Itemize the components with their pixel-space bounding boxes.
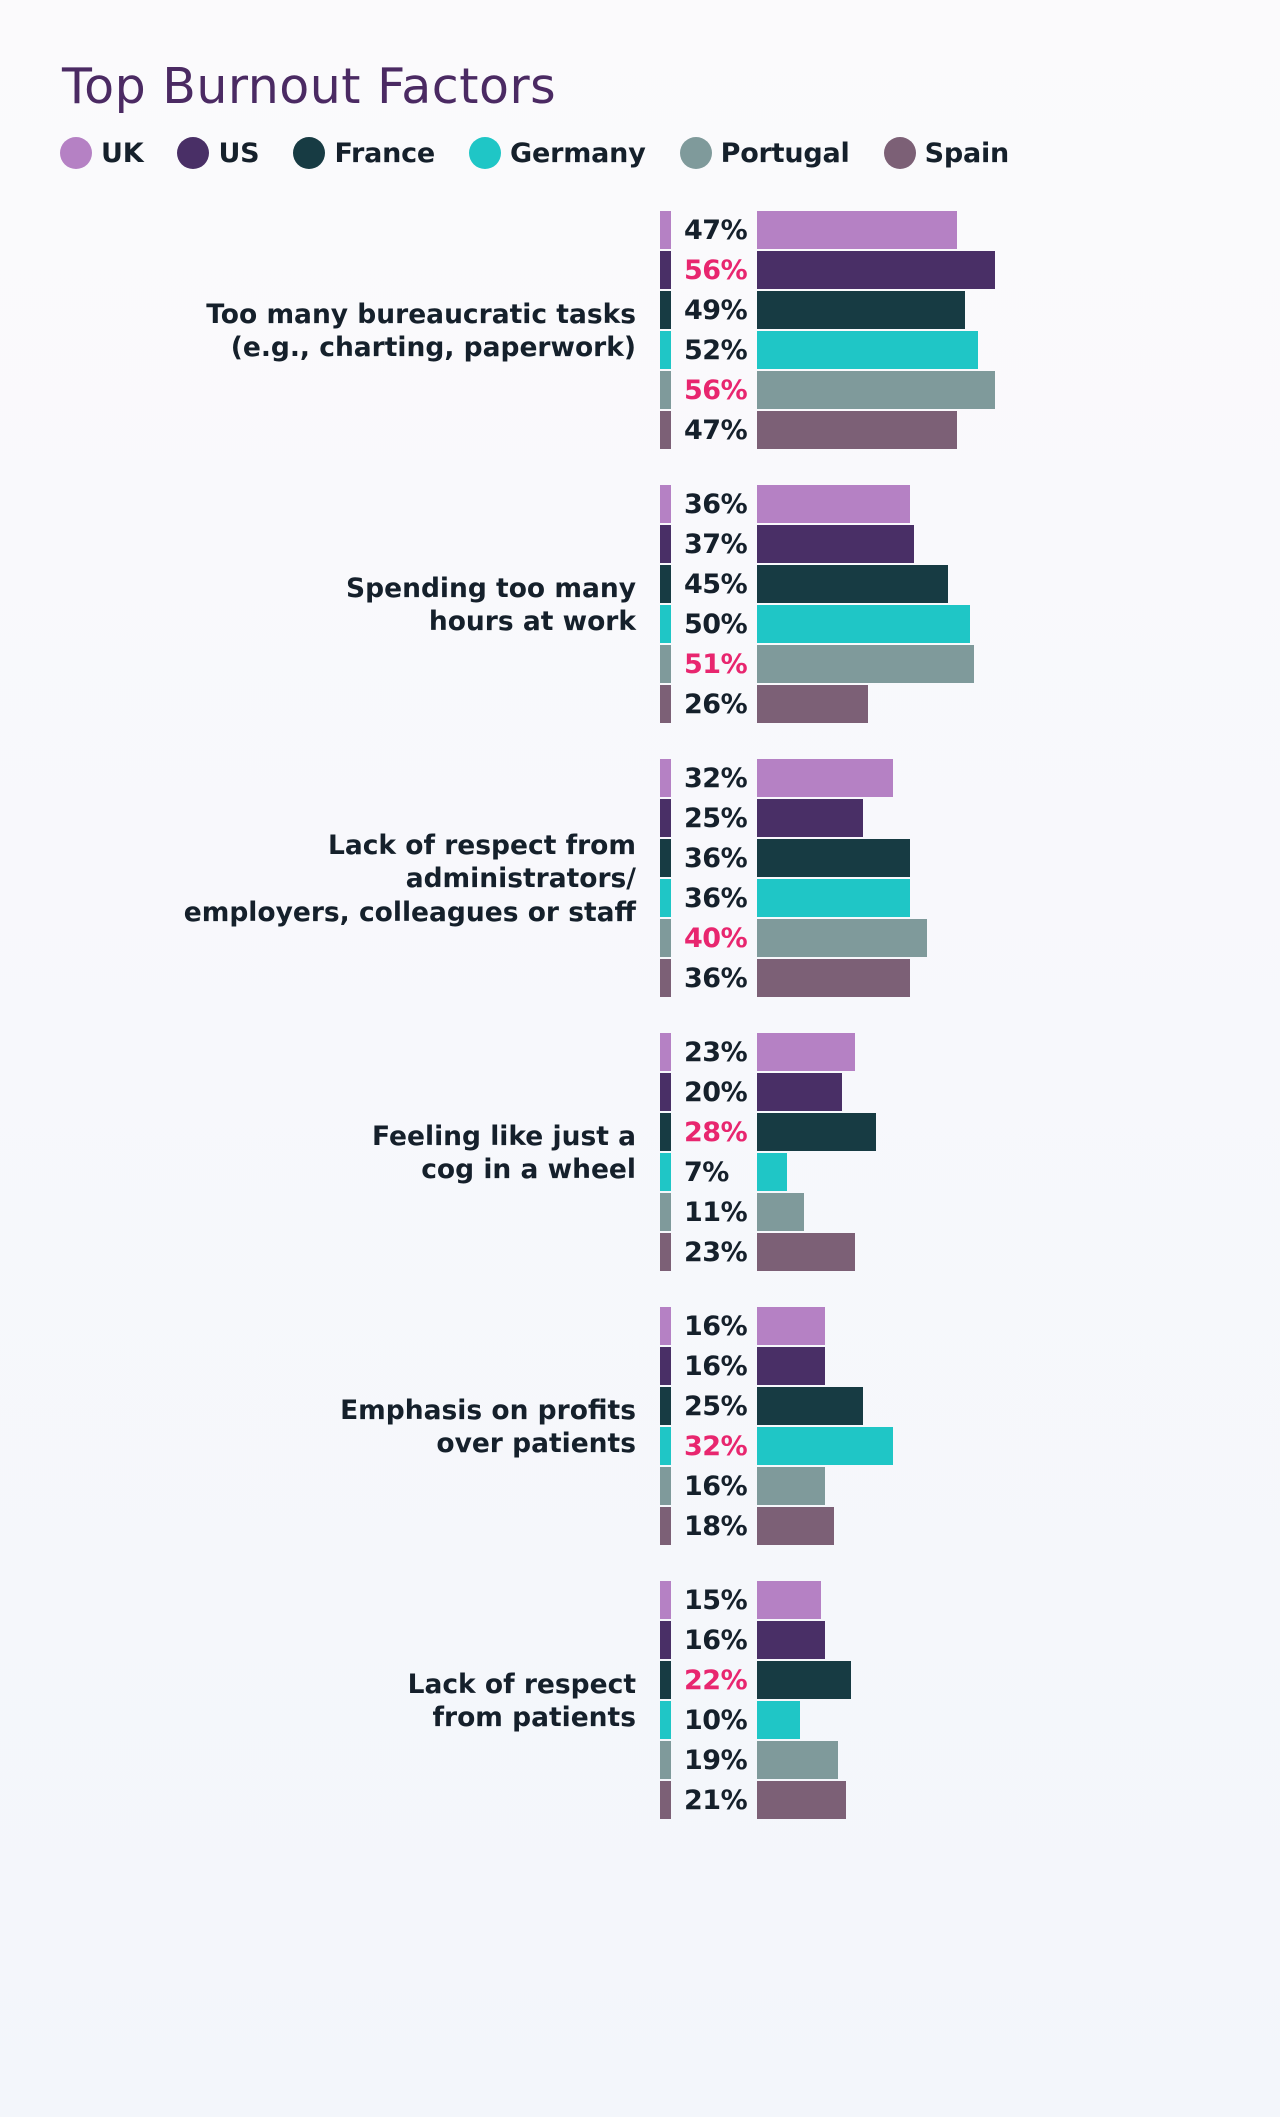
bar-stub (660, 839, 671, 877)
bar-stub (660, 1073, 671, 1111)
bar-row (660, 411, 1280, 449)
legend-item (469, 137, 646, 169)
legend-swatch-icon (177, 137, 209, 169)
bar-value-label: 25% (684, 1390, 748, 1422)
category-label (0, 829, 660, 928)
bar (757, 919, 927, 957)
bar-row (660, 1153, 1280, 1191)
bar-stub (660, 1467, 671, 1505)
category-label-line: Feeling like just a (372, 1120, 636, 1152)
bar-value-label: 21% (684, 1784, 748, 1816)
bar-row (660, 565, 1280, 603)
bar-stack (660, 211, 1280, 451)
bar-row (660, 291, 1280, 329)
bar-row (660, 1507, 1280, 1545)
legend-item (884, 137, 1009, 169)
bar-stub (660, 1153, 671, 1191)
bar (757, 1113, 876, 1151)
bar-row (660, 1033, 1280, 1071)
bar-stub (660, 565, 671, 603)
bar (757, 291, 965, 329)
bar-value-label: 40% (684, 922, 748, 954)
bar-value-label: 28% (684, 1116, 748, 1148)
bar-stub (660, 525, 671, 563)
bar-value-label: 25% (684, 802, 748, 834)
category-label-line: administrators/ (405, 863, 636, 895)
bar-stub (660, 919, 671, 957)
bar-value-label: 36% (684, 882, 748, 914)
legend-label: UK (101, 137, 144, 169)
bar (757, 879, 910, 917)
bar (757, 1233, 855, 1271)
bar-stub (660, 1387, 671, 1425)
legend-swatch-icon (469, 137, 501, 169)
category-label-line: Spending too many (346, 572, 636, 604)
category-label (0, 1394, 660, 1460)
bar-stub (660, 1581, 671, 1619)
legend-item (177, 137, 259, 169)
bar-value-label: 49% (684, 294, 748, 326)
bar-value-label: 32% (684, 762, 748, 794)
bar (757, 1387, 863, 1425)
category-label-line: Too many bureaucratic tasks (206, 298, 636, 330)
bar (757, 1347, 825, 1385)
bar-stub (660, 485, 671, 523)
bar-row (660, 879, 1280, 917)
bar-row (660, 685, 1280, 723)
category-label-line: (e.g., charting, paperwork) (230, 332, 636, 363)
bar-value-label: 52% (684, 334, 748, 366)
category-label (0, 1668, 660, 1734)
bar-row (660, 1427, 1280, 1465)
bar-value-label: 16% (684, 1350, 748, 1382)
bar-stub (660, 1701, 671, 1739)
bar-value-label: 56% (684, 374, 748, 406)
legend-label: US (218, 137, 260, 169)
bar (757, 565, 948, 603)
category-label-line: from patients (432, 1702, 636, 1733)
bar-stub (660, 211, 671, 249)
bar (757, 685, 868, 723)
bar-value-label: 16% (684, 1310, 748, 1342)
bar-row (660, 1347, 1280, 1385)
bar-stub (660, 1507, 671, 1545)
bar-row (660, 251, 1280, 289)
bar-row (660, 1387, 1280, 1425)
bar (757, 331, 978, 369)
bar-value-label: 32% (684, 1430, 748, 1462)
category-label-line: hours at work (428, 606, 636, 637)
bar (757, 1781, 846, 1819)
bar (757, 371, 995, 409)
bar-value-label: 36% (684, 842, 748, 874)
bar (757, 1427, 893, 1465)
bar-value-label: 47% (684, 414, 748, 446)
bar-row (660, 799, 1280, 837)
legend-swatch-icon (293, 137, 325, 169)
bar-row (660, 1701, 1280, 1739)
bar (757, 485, 910, 523)
legend-label: France (334, 137, 436, 169)
chart-group (0, 1033, 1280, 1273)
category-label-line: Lack of respect (407, 1668, 636, 1700)
chart-groups (0, 211, 1280, 1821)
bar-stub (660, 1033, 671, 1071)
bar-value-label: 56% (684, 254, 748, 286)
bar (757, 1741, 838, 1779)
chart-group (0, 485, 1280, 725)
bar-stub (660, 1621, 671, 1659)
bar (757, 799, 863, 837)
bar-row (660, 1467, 1280, 1505)
bar-row (660, 1073, 1280, 1111)
bar (757, 1307, 825, 1345)
bar-row (660, 331, 1280, 369)
bar-stack (660, 1033, 1280, 1273)
bar (757, 759, 893, 797)
bar-stub (660, 645, 671, 683)
bar-row (660, 1307, 1280, 1345)
category-label-line: over patients (436, 1428, 636, 1459)
bar-row (660, 759, 1280, 797)
bar-value-label: 47% (684, 214, 748, 246)
bar (757, 1193, 804, 1231)
bar-value-label: 36% (684, 962, 748, 994)
bar-value-label: 16% (684, 1470, 748, 1502)
bar-row (660, 645, 1280, 683)
bar (757, 1581, 821, 1619)
bar (757, 839, 910, 877)
legend-label: Portugal (720, 137, 850, 169)
bar (757, 411, 957, 449)
bar (757, 1033, 855, 1071)
bar-row (660, 1233, 1280, 1271)
bar-stack (660, 1581, 1280, 1821)
bar (757, 251, 995, 289)
bar-stub (660, 759, 671, 797)
bar-stub (660, 685, 671, 723)
chart-group (0, 1581, 1280, 1821)
bar-stub (660, 251, 671, 289)
bar-value-label: 15% (684, 1584, 748, 1616)
bar-stub (660, 411, 671, 449)
bar (757, 959, 910, 997)
bar-row (660, 605, 1280, 643)
category-label-line: employers, colleagues or staff (183, 896, 636, 928)
bar-value-label: 7% (684, 1156, 729, 1188)
bar-row (660, 919, 1280, 957)
bar-row (660, 1113, 1280, 1151)
bar-stack (660, 759, 1280, 999)
bar-stub (660, 1113, 671, 1151)
bar-stack (660, 1307, 1280, 1547)
bar-value-label: 20% (684, 1076, 748, 1108)
bar-row (660, 525, 1280, 563)
bar-stub (660, 371, 671, 409)
category-label-line: cog in a wheel (421, 1154, 636, 1185)
bar-stub (660, 1307, 671, 1345)
legend-item (60, 137, 143, 169)
bar-stub (660, 1427, 671, 1465)
bar-stub (660, 291, 671, 329)
page-title: Top Burnout Factors (62, 58, 557, 115)
bar-row (660, 485, 1280, 523)
bar-value-label: 16% (684, 1624, 748, 1656)
bar-row (660, 1741, 1280, 1779)
bar-value-label: 45% (684, 568, 748, 600)
bar-row (660, 1781, 1280, 1819)
chart-group (0, 211, 1280, 451)
bar-stub (660, 1347, 671, 1385)
bar (757, 1467, 825, 1505)
bar-row (660, 839, 1280, 877)
bar-value-label: 23% (684, 1036, 748, 1068)
legend-label: Spain (924, 137, 1010, 169)
bar (757, 605, 970, 643)
bar-value-label: 36% (684, 488, 748, 520)
category-label-line: Lack of respect from (327, 830, 636, 862)
bar-stub (660, 959, 671, 997)
bar-row (660, 371, 1280, 409)
bar (757, 1073, 842, 1111)
bar (757, 1621, 825, 1659)
bar (757, 1661, 851, 1699)
legend-swatch-icon (884, 137, 916, 169)
chart-legend (60, 137, 1280, 169)
bar-stack (660, 485, 1280, 725)
bar-value-label: 23% (684, 1236, 748, 1268)
chart-group (0, 1307, 1280, 1547)
bar (757, 645, 974, 683)
bar-stub (660, 1233, 671, 1271)
bar-value-label: 22% (684, 1664, 748, 1696)
bar (757, 1507, 834, 1545)
bar-value-label: 11% (684, 1196, 748, 1228)
bar-stub (660, 605, 671, 643)
category-label (0, 298, 660, 364)
legend-label: Germany (510, 137, 646, 169)
chart-group (0, 759, 1280, 999)
bar-value-label: 18% (684, 1510, 748, 1542)
legend-swatch-icon (680, 137, 712, 169)
bar-value-label: 10% (684, 1704, 748, 1736)
bar-stub (660, 1661, 671, 1699)
bar (757, 1153, 787, 1191)
bar-stub (660, 1193, 671, 1231)
category-label (0, 572, 660, 638)
category-label (0, 1120, 660, 1186)
legend-item (680, 137, 850, 169)
bar (757, 1701, 800, 1739)
bar-row (660, 1193, 1280, 1231)
bar-stub (660, 1741, 671, 1779)
bar-stub (660, 879, 671, 917)
bar-value-label: 26% (684, 688, 748, 720)
legend-swatch-icon (60, 137, 92, 169)
bar-stub (660, 1781, 671, 1819)
bar-stub (660, 331, 671, 369)
category-label-line: Emphasis on profits (340, 1394, 636, 1426)
legend-item (293, 137, 435, 169)
bar-row (660, 1581, 1280, 1619)
bar-row (660, 1621, 1280, 1659)
bar (757, 525, 914, 563)
bar-value-label: 37% (684, 528, 748, 560)
bar-value-label: 50% (684, 608, 748, 640)
bar-row (660, 211, 1280, 249)
bar-stub (660, 799, 671, 837)
bar-value-label: 51% (684, 648, 748, 680)
bar-row (660, 959, 1280, 997)
bar-value-label: 19% (684, 1744, 748, 1776)
bar-row (660, 1661, 1280, 1699)
bar (757, 211, 957, 249)
